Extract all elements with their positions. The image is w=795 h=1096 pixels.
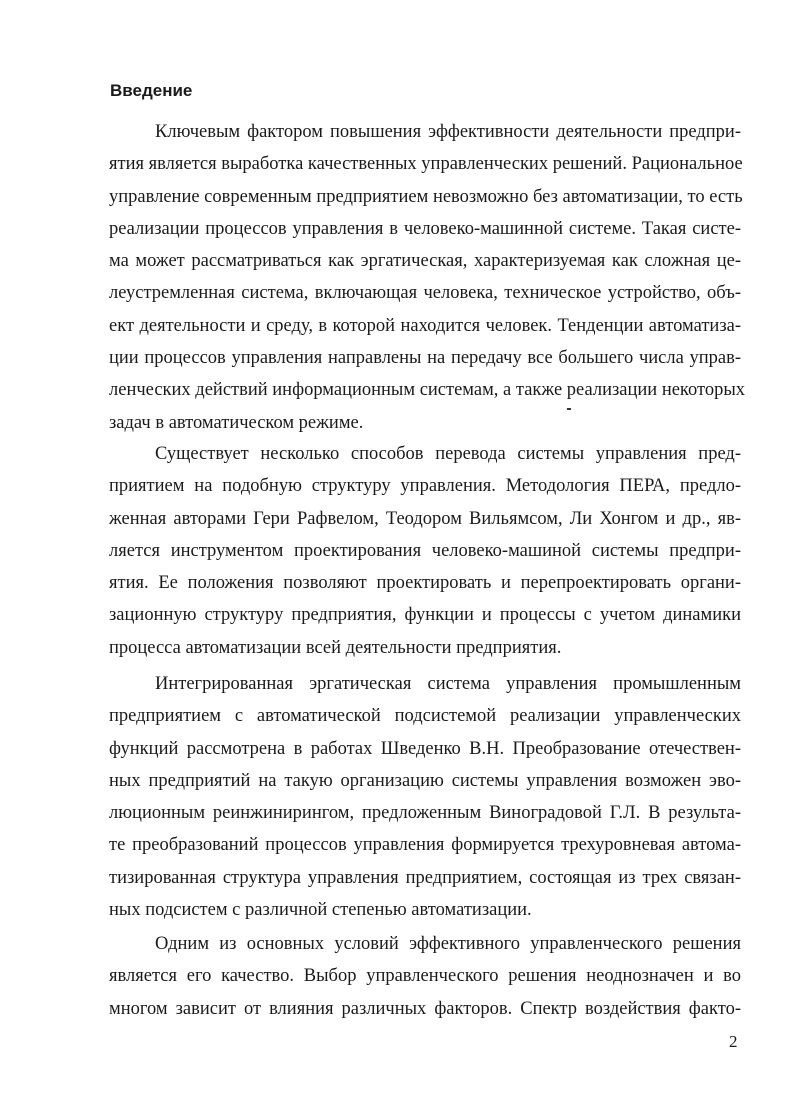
section-heading: Введение <box>110 81 193 100</box>
paragraph-line: управление современным предприятием невозможно без автоматизации, то есть <box>109 186 743 207</box>
paragraph-2 <box>109 438 741 664</box>
paragraph-line: задач в автоматическом режиме. <box>109 412 364 433</box>
paragraph-line: зационную структуру предприятия, функции и процессы с учетом динамики <box>109 605 741 626</box>
paragraph-line: ции процессов управления направлены на передачу все большего числа управ- <box>109 348 741 369</box>
paragraph-line: ляется инструментом проектирования человеко-машиной системы предпри- <box>109 540 741 561</box>
paragraph-line: функций рассмотрена в работах Шведенко В.Н. Преобразование отечествен- <box>109 738 741 759</box>
paragraph-line: Существует несколько способов перевода системы управления пред- <box>155 444 741 464</box>
paragraph-line: женная авторами Гери Рафвелом, Теодором Вильямсом, Ли Хонгом и др., яв- <box>109 508 741 529</box>
paragraph-line: ятия является выработка качественных управленческих решений. Рациональное <box>109 154 743 175</box>
paragraph-line: ект деятельности и среду, в которой находится человек. Тенденции автоматиза- <box>109 315 741 336</box>
paragraph-line: Интегрированная эргатическая система управления промышленным <box>155 674 741 694</box>
paragraph-line: реализации процессов управления в человеко-машинной системе. Такая систе- <box>109 218 741 239</box>
paragraph-line: Ключевым фактором повышения эффективности деятельности предпри- <box>155 122 741 142</box>
paragraph-line: процесса автоматизации всей деятельности предприятия. <box>109 637 562 658</box>
paragraph-4 <box>109 928 741 1025</box>
paragraph-line: ма может рассматриваться как эргатическая, характеризуемая как сложная це- <box>109 251 741 272</box>
paragraph-line: те преобразований процессов управления формируется трехуровневая автома- <box>109 835 741 856</box>
paragraph-line: леустремленная система, включающая человека, техническое устройство, объ- <box>109 283 741 304</box>
scan-speck <box>567 408 571 410</box>
paragraph-line: многом зависит от влияния различных факторов. Спектр воздействия факто- <box>109 998 741 1019</box>
paragraph-3 <box>109 668 741 926</box>
paragraph-line: ных подсистем с различной степенью автоматизации. <box>109 900 532 921</box>
paragraph-line: ленческих действий информационным системам, а также реализации некоторых <box>109 380 746 401</box>
paragraph-line: ных предприятий на такую организацию системы управления возможен эво- <box>109 770 741 791</box>
paragraph-line: тизированная структура управления предприятием, состоящая из трех связан- <box>109 867 741 888</box>
paragraph-line: предприятием с автоматической подсистемой реализации управленческих <box>109 706 741 727</box>
paragraph-line: является его качество. Выбор управленческого решения неоднозначен и во <box>109 966 741 987</box>
paragraph-1 <box>109 116 746 439</box>
paragraph-line: ятия. Ее положения позволяют проектировать и перепроектировать органи- <box>109 573 741 594</box>
page-number: 2 <box>729 1032 738 1051</box>
paragraph-line: приятием на подобную структуру управления. Методология ПЕРА, предло- <box>109 476 741 497</box>
paragraph-line: Одним из основных условий эффективного управленческого решения <box>155 934 741 954</box>
paragraph-line: люционным реинжинирингом, предложенным Виноградовой Г.Л. В результа- <box>109 803 741 824</box>
